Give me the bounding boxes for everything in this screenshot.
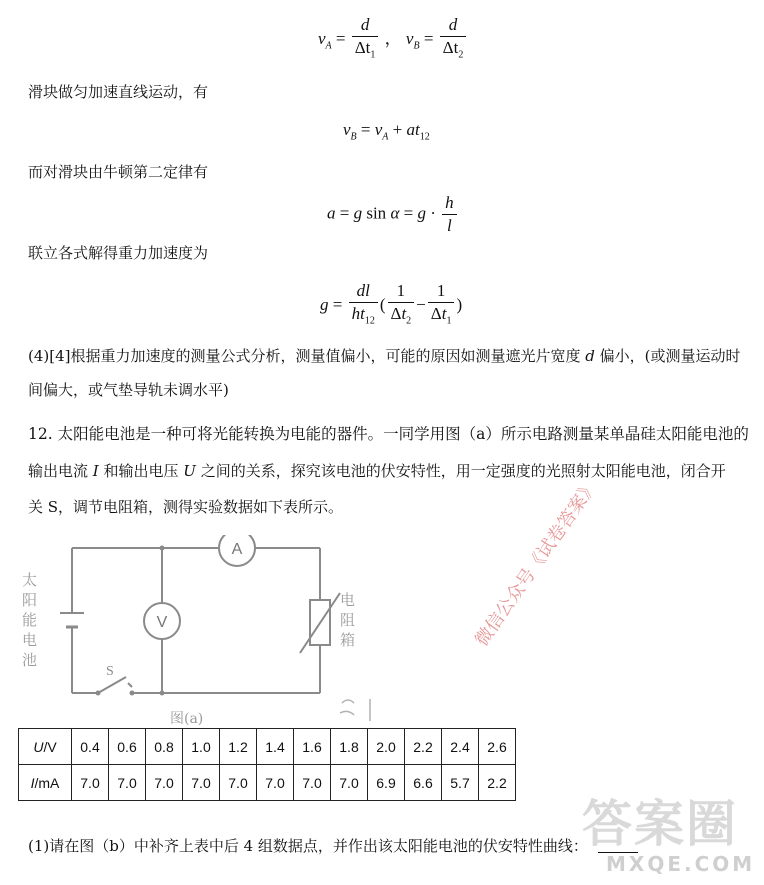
figure-caption: 图(a) — [170, 711, 204, 727]
box-char: 电 — [340, 591, 356, 609]
fraction-d-dt1 — [352, 14, 379, 66]
sub-2: 2 — [458, 49, 464, 61]
var-v: v — [318, 29, 326, 49]
cell-i: 2.2 — [479, 765, 516, 801]
cell-u: 1.2 — [220, 729, 257, 765]
sub-1: 1 — [370, 49, 376, 61]
cell-u: 2.4 — [442, 729, 479, 765]
header-voltage: U/V — [19, 729, 72, 765]
circuit-diagram — [20, 535, 400, 730]
cell-u: 1.8 — [331, 729, 368, 765]
analysis-line-2: 间偏大，或气垫导轨未调水平) — [28, 381, 229, 399]
ammeter-label: A — [231, 541, 243, 558]
cell-i: 5.7 — [442, 765, 479, 801]
faint-mark — [340, 699, 370, 721]
text-newton: 而对滑块由牛顿第二定律有 — [28, 163, 209, 181]
q12-text-c: 之间的关系，探究该电池的伏安特性，用一定强度的光照射太阳能电池，闭合开 — [195, 462, 726, 480]
battery-char: 池 — [22, 651, 38, 669]
logo-text: 答案圈 — [582, 795, 738, 853]
cell-i: 7.0 — [294, 765, 331, 801]
battery-char: 能 — [22, 611, 38, 629]
cell-i: 7.0 — [72, 765, 109, 801]
junction-bottom — [160, 691, 165, 696]
switch-contact — [130, 691, 135, 696]
logo-url: MXQE.COM — [606, 852, 756, 876]
analysis-line-1 — [28, 346, 741, 366]
formula-velocities: $v_A$ = $\frac{d}{\Delta t_1}$ ， $v_B$ = $\frac{d}{\Delta t_2}$ — [318, 14, 468, 66]
q12-text-b: 和输出电压 — [98, 462, 184, 480]
question-1: (1)请在图（b）中补齐上表中后 4 组数据点，并作出该太阳能电池的伏安特性曲线： — [28, 837, 588, 855]
var-d: d — [360, 15, 370, 34]
delta-t: Δt — [354, 38, 371, 57]
var-v: v — [405, 29, 414, 49]
switch-pivot — [96, 691, 101, 696]
text-combine: 联立各式解得重力加速度为 — [28, 244, 209, 262]
cell-i: 7.0 — [146, 765, 183, 801]
watermark-text: 微信公众号《试卷答案》 — [471, 476, 603, 651]
box-char: 箱 — [340, 631, 356, 649]
cell-u: 0.4 — [72, 729, 109, 765]
switch-lever — [98, 677, 126, 693]
junction-top — [160, 546, 165, 551]
box-char: 阻 — [340, 611, 356, 629]
text-uniform-accel: 滑块做匀加速直线运动，有 — [28, 83, 209, 101]
battery-label — [22, 571, 37, 669]
cell-u: 1.4 — [257, 729, 294, 765]
analysis-var-d: d — [585, 347, 595, 365]
cell-i: 6.6 — [405, 765, 442, 801]
analysis-text-b: 偏小，(或测量运动时 — [594, 347, 741, 365]
analysis-text-a: (4)[4]根据重力加速度的测量公式分析，测量值偏小，可能的原因如测量遮光片宽度 — [28, 347, 586, 365]
table-row-voltage — [19, 729, 516, 765]
header-current: I/mA — [19, 765, 72, 801]
battery-char: 太 — [22, 571, 38, 589]
q12-var-i: I — [92, 462, 99, 480]
table-row-current — [19, 765, 516, 801]
cell-u: 0.6 — [109, 729, 146, 765]
logo-watermark — [582, 796, 764, 885]
cell-i: 7.0 — [257, 765, 294, 801]
voltmeter-label: V — [156, 614, 168, 631]
q12-line-1: 12. 太阳能电池是一种可将光能转换为电能的器件。一同学用图（a）所示电路测量某单晶硅太阳能电池的 — [28, 425, 749, 443]
formula-vb: $v_B = v_A + at_{12}$ — [343, 120, 430, 143]
cell-i: 7.0 — [109, 765, 146, 801]
fraction-d-dt2 — [440, 14, 467, 66]
cell-u: 1.6 — [294, 729, 331, 765]
cell-u: 1.0 — [183, 729, 220, 765]
formula-accel: a = g sin α = g · $\frac{h}{l}$ — [327, 192, 459, 237]
cell-i: 7.0 — [183, 765, 220, 801]
data-table — [18, 728, 516, 801]
cell-u: 2.2 — [405, 729, 442, 765]
var-d: d — [448, 15, 458, 34]
battery-char: 电 — [22, 631, 38, 649]
q12-line-3: 关 S，调节电阻箱，测得实验数据如下表所示。 — [28, 498, 344, 516]
box-label — [340, 591, 355, 649]
battery-char: 阳 — [22, 591, 38, 609]
q12-line-2 — [28, 461, 726, 481]
cell-i: 6.9 — [368, 765, 405, 801]
q12-text-a: 输出电流 — [28, 462, 93, 480]
cell-i: 7.0 — [331, 765, 368, 801]
cell-i: 7.0 — [220, 765, 257, 801]
cell-u: 2.6 — [479, 729, 516, 765]
sub-b: B — [413, 40, 420, 52]
cell-u: 2.0 — [368, 729, 405, 765]
switch-label: S — [106, 664, 114, 679]
delta-t: Δt — [442, 38, 459, 57]
cell-u: 0.8 — [146, 729, 183, 765]
q12-var-u: U — [183, 462, 196, 480]
sub-a: A — [325, 40, 332, 52]
formula-g: g = $\frac{dl}{ht_{12}}$ ( $\frac{1}{\Delta t_2}$ − $\frac{1}{\Delta t_1}$ ) — [320, 281, 463, 327]
